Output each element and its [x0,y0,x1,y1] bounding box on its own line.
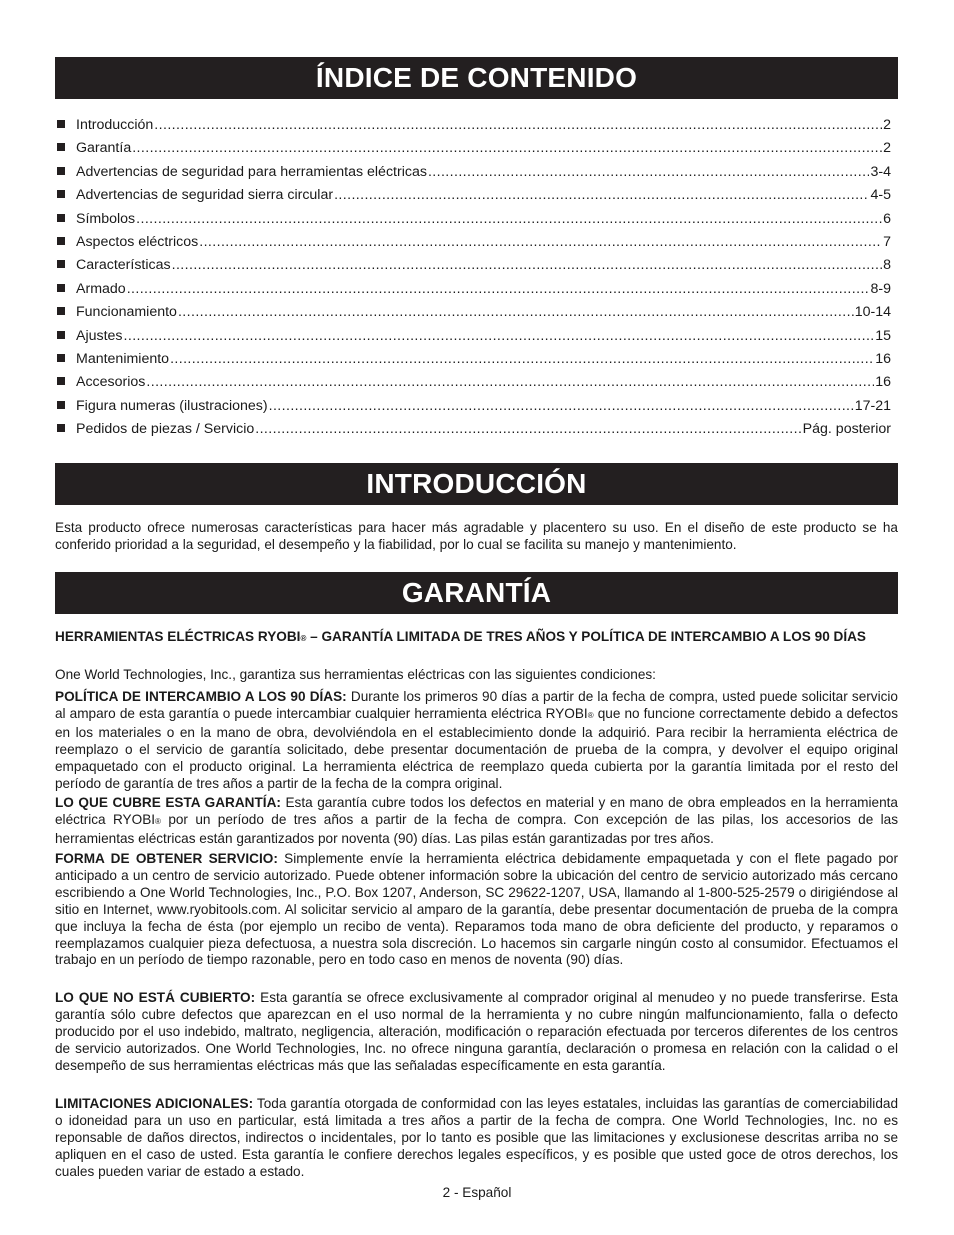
toc-item [57,398,891,421]
square-bullet-icon [57,260,65,268]
square-bullet-icon [57,214,65,222]
toc-item [57,421,891,444]
square-bullet-icon [57,354,65,362]
coverage-label: LO QUE CUBRE ESTA GARANTÍA: [55,795,281,810]
toc-item-title: Introducción [76,117,154,133]
toc-item-title: Accesorios [76,374,146,391]
toc-dot-leader [428,164,870,180]
toc-item-page: 6 [883,210,891,227]
toc-dot-leader [199,234,882,250]
table-of-contents [57,117,891,444]
toc-item [57,374,891,397]
exchange-policy-text-b: que no funcione correctamente debido a defectos en los materiales o en la mano de obra, devolviéndola en el establecimiento donde la adquirió. Para recibir la herramienta eléctrica de reemplazo o el servicio de garantía solicitado, debe presentar documentación de prueba de la compra, y devolver el equipo original empaquetado con el producto original. La herramienta eléctrica de reemplazo queda cubierta por la garantía limitada por el resto del período de garantía de tres años a partir de la fecha de la compra original. [55,705,898,791]
toc-dot-leader [136,211,882,227]
toc-item-page: 15 [875,327,891,344]
toc-item [57,187,891,210]
toc-dot-leader [170,351,874,367]
warranty-heading: GARANTÍA [55,572,898,614]
toc-item-title: Armado [76,280,126,297]
limitations-text: Toda garantía otorgada de conformidad con las leyes estatales, incluidas las garantías de comerciabilidad o idoneidad para un uso en particular, está limitada a tres años a partir de la fecha de compra. One World Technologies, Inc. no es reponsable de daños directos, indirectos o incidentales, por lo tanto es posible que las limitaciones y exclusionese descritas arriba no se apliquen en el caso de usted. Esta garantía le confiere derechos legales específicos, y es posible que usted goce de otros derechos, los cuales pueden variar de estado a estado. [55,1096,899,1179]
toc-item-page: 16 [875,350,891,367]
toc-item-page: 7 [883,233,891,250]
coverage-text-a: Esta garantía cubre todos los defectos en material y en mano de obra empleados en la herramienta eléctrica RYOBI [55,795,898,827]
toc-item-page: 3-4 [870,163,891,180]
exchange-policy-text-a: Durante los primeros 90 días a partir de la fecha de compra, usted puede solicitar servicio al amparo de esta garantía o puede intercambiar cualquier herramienta eléctrica RYOBI [55,689,898,721]
not-covered-text: Esta garantía se ofrece exclusivamente al comprador original al menudeo y no puede transferirse. Esta garantía sólo cubre defectos que aparezcan en el uso normal de la herramienta y no cubre ningún malfuncionamiento, falla o defecto producido por el uso indebido, maltrato, negligencia, alteración, modificación o reparación efectuada por terceros diferentes de los centros de servicio autorizados. One World Technologies, Inc. no ofrece ninguna garantía, declaración o promesa en relación con la calidad o el desempeño de sus herramientas eléctricas más que las señaladas específicamente en esta garantía. [55,990,898,1073]
toc-item [57,140,891,163]
toc-dot-leader [127,281,870,297]
toc-item [57,257,891,280]
toc-dot-leader [255,421,801,437]
toc-item-title: Figura numeras (ilustraciones) [76,397,268,414]
toc-item-page: 2 [883,117,891,133]
toc-item-title: Pedidos de piezas / Servicio [76,421,255,438]
warranty-title [55,629,898,648]
toc-dot-leader [334,187,869,203]
toc-item-page: 17-21 [854,397,891,414]
square-bullet-icon [57,167,65,175]
intro-heading: INTRODUCCIÓN [55,463,898,505]
warranty-intro: One World Technologies, Inc., garantiza sus herramientas eléctricas con las siguientes condiciones: [55,667,656,682]
toc-item [57,117,891,140]
square-bullet-icon [57,237,65,245]
toc-item-page: 2 [883,140,891,157]
toc-item-title: Advertencias de seguridad para herramientas eléctricas [76,163,427,180]
square-bullet-icon [57,424,65,432]
toc-dot-leader [269,398,854,414]
warranty-title-rest: – GARANTÍA LIMITADA DE TRES AÑOS Y POLÍTICA DE INTERCAMBIO A LOS 90 DÍAS [306,629,867,644]
toc-item [57,234,891,257]
square-bullet-icon [57,401,65,409]
toc-heading: ÍNDICE DE CONTENIDO [55,57,898,99]
toc-item [57,211,891,234]
intro-text: Esta producto ofrece numerosas características para hacer más agradable y placentero su uso. En el diseño de este producto se ha conferido prioridad a la seguridad, el desempeño y la fiabilidad, por lo cual se facilita su manejo y mantenimiento. [55,520,898,552]
coverage-text-b: por un período de tres años a partir de la fecha de compra. Con excepción de las pilas, los accesorios de las herramientas eléctricas están garantizados por noventa (90) días. Las pilas están garantizadas por tres años. [55,811,898,846]
service-text: Simplemente envíe la herramienta eléctrica debidamente empaquetada y con el flete pagado por anticipado a un centro de servicio autorizado. Puede obtener información sobre la ubicación del centro de servicio autorizado más cercano escribiendo a One World Technologies, Inc., P.O. Box 1207, Anderson, SC 29622-1207, USA, llamando al 1-800-525-2579 o dirigiéndose al sitio en Internet, www.ryobitools.com. Al solicitar servicio al amparo de la garantía, debe presentar documentación de prueba de la compra que incluya la fecha de ésta (por ejemplo un recibo de venta). Reparamos toda mano de obra deficiente del producto, y reparamos o reemplazamos cualquier pieza defectuosa, a nuestra sola discreción. Lo hacemos sin cargarle ningún costo al consumidor. Efectuamos el trabajo en un período de tiempo razonable, pero en todo caso en menos de noventa (90) días. [55,851,898,968]
square-bullet-icon [57,190,65,198]
square-bullet-icon [57,377,65,385]
warranty-coverage [55,795,898,848]
toc-dot-leader [178,304,854,320]
square-bullet-icon [57,143,65,151]
toc-item-title: Ajustes [76,327,123,344]
toc-item-page: 4-5 [870,187,891,204]
toc-item-page: 8 [883,257,891,274]
toc-dot-leader [146,374,874,390]
toc-dot-leader [154,117,882,133]
warranty-exchange-policy [55,689,898,792]
warranty-title-brand: HERRAMIENTAS ELÉCTRICAS RYOBI [55,629,301,644]
toc-item-title: Aspectos eléctricos [76,233,199,250]
toc-item-title: Garantía [76,140,132,157]
toc-item-title: Advertencias de seguridad sierra circular [76,187,334,204]
not-covered-label: LO QUE NO ESTÁ CUBIERTO: [55,990,256,1005]
service-label: FORMA DE OBTENER SERVICIO: [55,851,278,866]
toc-dot-leader [124,328,875,344]
square-bullet-icon [57,284,65,292]
toc-item-page: 8-9 [870,280,891,297]
warranty-service [55,851,898,969]
toc-item-page: 16 [875,374,891,391]
toc-item [57,351,891,374]
registered-mark: ® [587,710,594,720]
toc-item [57,281,891,304]
toc-dot-leader [132,140,882,156]
toc-dot-leader [172,257,883,273]
toc-item-title: Características [76,257,171,274]
square-bullet-icon [57,331,65,339]
warranty-not-covered [55,990,898,1075]
square-bullet-icon [57,120,65,128]
page-footer: 2 - Español [442,1185,512,1200]
warranty-limitations [55,1096,898,1181]
toc-item-title: Mantenimiento [76,350,170,367]
toc-item-page: Pág. posterior [802,421,891,438]
registered-mark: ® [300,634,307,643]
toc-item [57,164,891,187]
square-bullet-icon [57,307,65,315]
exchange-policy-label: POLÍTICA DE INTERCAMBIO A LOS 90 DÍAS: [55,689,347,704]
registered-mark: ® [155,816,161,826]
limitations-label: LIMITACIONES ADICIONALES: [55,1096,254,1111]
toc-item-title: Funcionamiento [76,304,177,321]
toc-item-page: 10-14 [854,304,891,321]
toc-item [57,328,891,351]
toc-item [57,304,891,327]
toc-item-title: Símbolos [76,210,136,227]
